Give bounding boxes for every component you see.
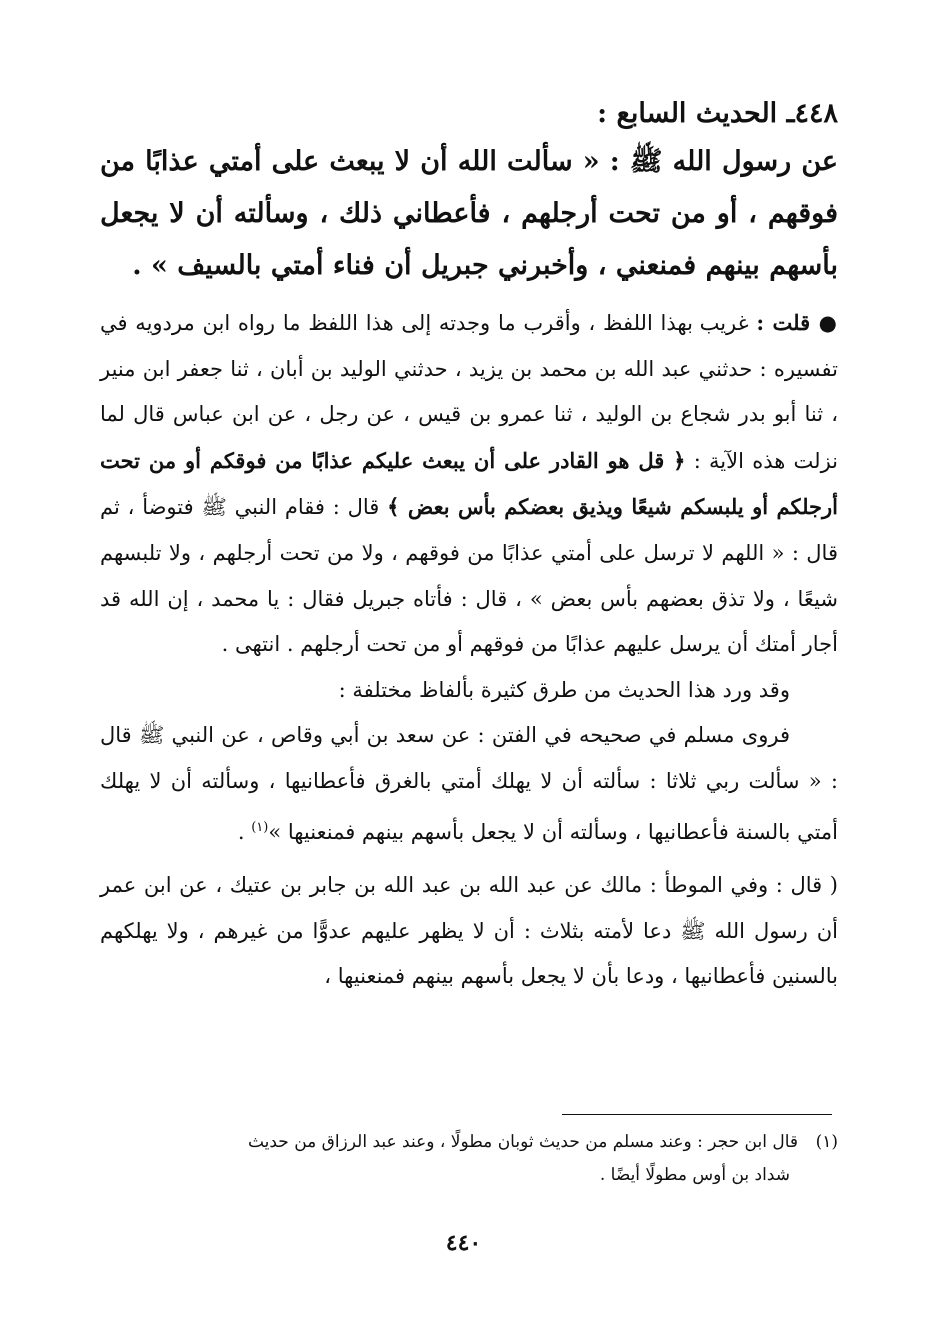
commentary-paragraph-4: ( قال : وفي الموطأ : مالك عن عبد الله بن عبد الله بن جابر بن عتيك ، عن ابن عمر أن رسول الله ﷺ دعا لأمته بثلاث : أن لا يظهر عليهم عدوًّا من غيرهم ، ولا يهلكهم بالسنين فأعطانيها ، ودعا بأن لا يجعل بأسهم بينهم فمنعنيها ، <box>100 873 838 989</box>
footnote-text-1: قال ابن حجر : وعند مسلم من حديث ثوبان مطولًا ، وعند عبد الرزاق من حديث <box>247 1132 798 1152</box>
commentary-paragraph-1 <box>100 300 838 668</box>
spacer <box>100 855 838 863</box>
hadith-text: عن رسول الله ﷺ : « سألت الله أن لا يبعث على أمتي عذابًا من فوقهم ، أو من تحت أرجلهم ، فأعطاني ذلك ، وسألته أن لا يجعل بأسهم بينهم فمنعني ، وأخبرني جبريل أن فناء أمتي بالسيف » . <box>100 146 838 281</box>
footnotes <box>100 1126 838 1192</box>
page-content <box>100 82 838 1000</box>
footnote-divider <box>562 1114 832 1115</box>
footnote-reference[interactable]: (١) <box>251 819 269 835</box>
commentary-paragraph-3 <box>100 713 838 855</box>
commentary-text-3: فروى مسلم في صحيحه في الفتن : عن سعد بن أبي وقاص ، عن النبي ﷺ قال : « سألت ربي ثلاثا : سألته أن لا يهلك أمتي بالغرق فأعطانيها ، وسألته أن لا يهلك أمتي بالسنة فأعطانيها ، وسألته أن لا يجعل بأسهم بينهم فمنعنيها » <box>100 723 838 844</box>
commentary-text-3-end: . <box>237 819 252 844</box>
page-number: ٤٤٠ <box>445 1230 482 1256</box>
spacer <box>100 292 838 300</box>
footnote-1-line-1 <box>100 1126 838 1159</box>
hadith-title: ٤٤٨ـ الحديث السابع : <box>597 98 838 129</box>
commentary-paragraph-2: وقد ورد هذا الحديث من طرق كثيرة بألفاظ مختلفة : <box>338 677 790 702</box>
footnote-number: (١) <box>815 1132 838 1152</box>
commentary-text-1a: غريب بهذا اللفظ ، وأقرب ما وجدته إلى هذا اللفظ ما رواه ابن مردويه في تفسيره : حدثني عبد الله بن محمد بن يزيد ، حدثني الوليد بن أبان ، ثنا جعفر ابن منير ، ثنا أبو بدر شجاع بن الوليد ، ثنا عمرو بن قيس ، عن رجل ، عن ابن عباس قال لما نزلت هذه الآية : <box>100 311 838 473</box>
quran-verse: ﴿ قل هو القادر على أن يبعث عليكم عذابًا من فوقكم أو من تحت أرجلكم أو يلبسكم شيعًا ويذيق بعضكم بأس بعض ﴾ <box>100 447 838 520</box>
commentary-text-1b: قال : فقام النبي ﷺ فتوضأ ، ثم قال : « اللهم لا ترسل على أمتي عذابًا من فوقهم ، ولا من تحت أرجلهم ، ولا تلبسهم شيعًا ، ولا تذق بعضهم بأس بعض » ، قال : فأتاه جبريل فقال : يا محمد ، إن الله قد أجار أمتك أن يرسل عليهم عذابًا من فوقهم أو من تحت أرجلهم . انتهى . <box>100 495 838 657</box>
bullet-qultu: ● قلت : <box>756 310 838 335</box>
footnote-text-2: شداد بن أوس مطولًا أيضًا . <box>599 1165 790 1185</box>
